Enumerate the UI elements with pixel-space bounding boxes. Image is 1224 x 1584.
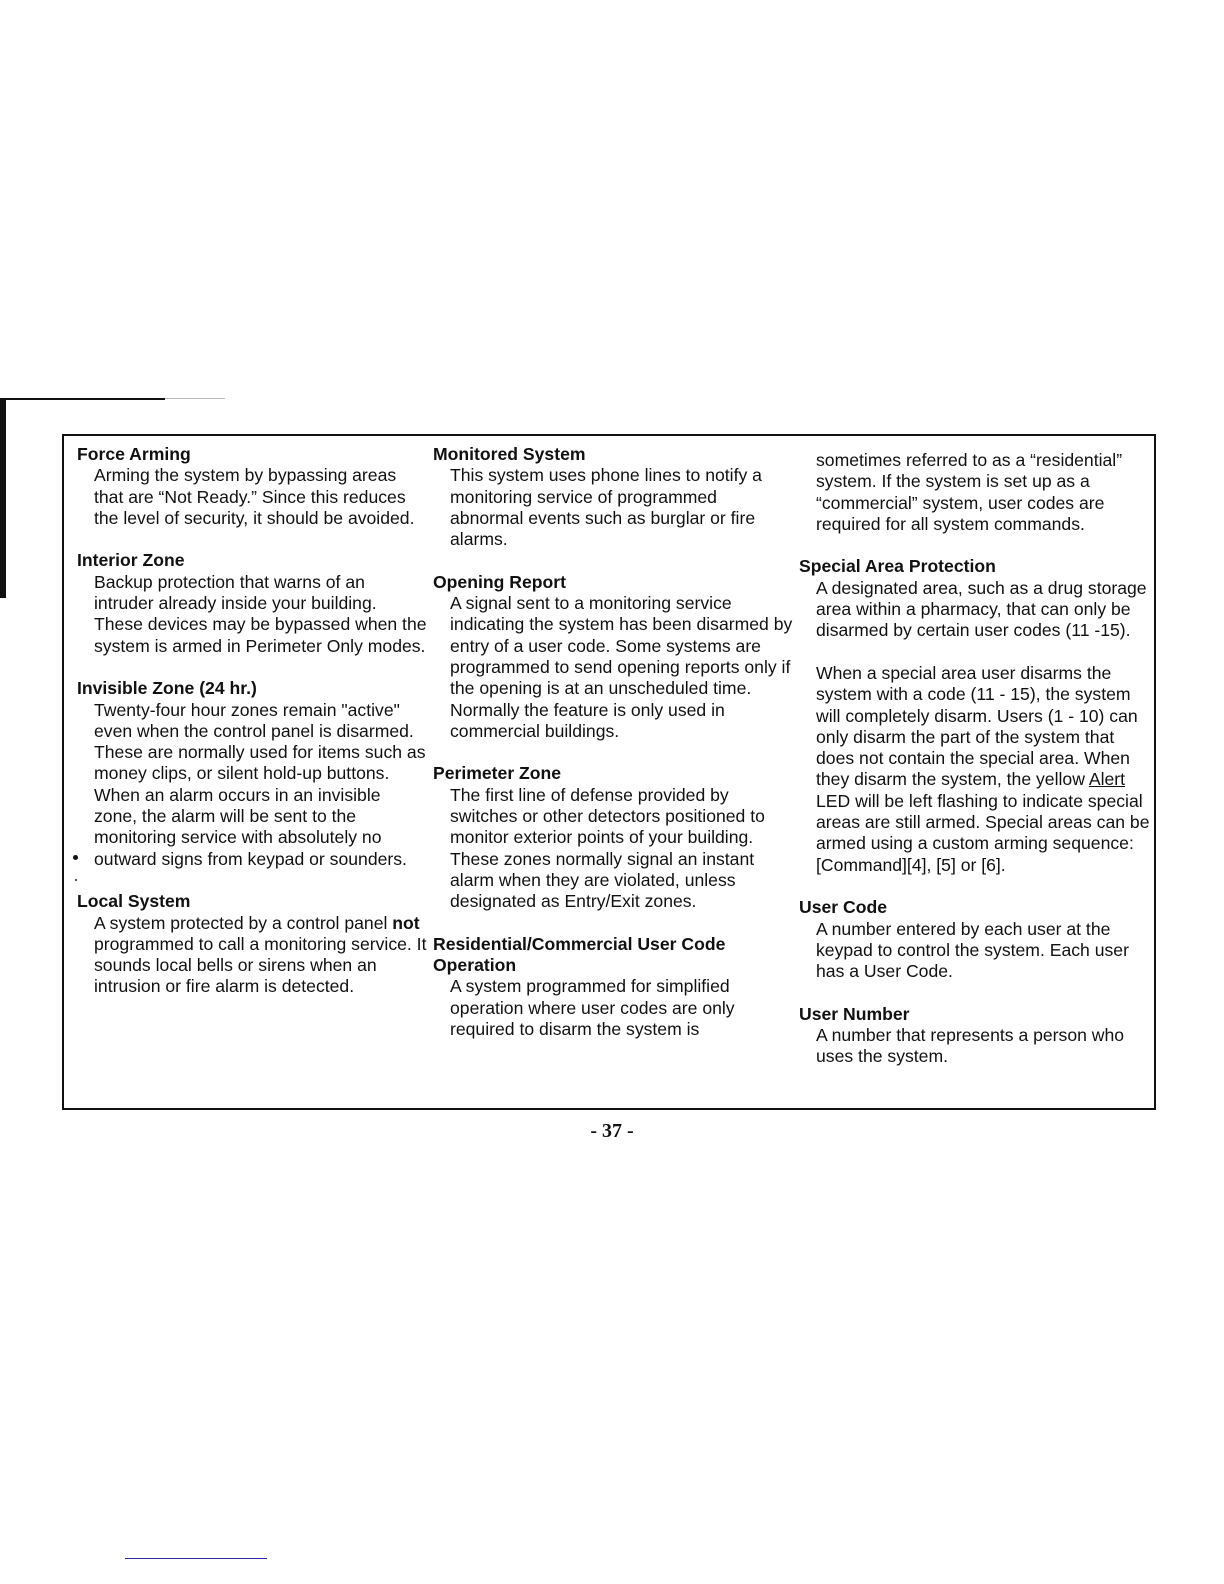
glossary-entry-perimeter-zone bbox=[433, 763, 793, 912]
glossary-term: Invisible Zone (24 hr.) bbox=[77, 678, 257, 699]
glossary-term: Monitored System bbox=[433, 444, 586, 464]
glossary-term: Opening Report bbox=[433, 571, 566, 592]
glossary-definition: A number entered by each user at the keypad to control the system. Each user has a User Code. bbox=[816, 918, 1129, 982]
glossary-entry-residential-commercial bbox=[433, 934, 793, 1040]
glossary-term: Perimeter Zone bbox=[433, 763, 562, 784]
definition-emphasis: not bbox=[392, 912, 420, 933]
glossary-definition: A number that represents a person who uses the system. bbox=[816, 1025, 1125, 1067]
definition-text: When a special area user disarms the system with a code (11 - 15), the system will completely disarm. Users (1 - 10) can only disarm the part of the system that does not contain the special area. When they disarm the system, the yellow bbox=[816, 662, 1138, 790]
definition-text: LED will be left flashing to indicate special areas are still armed. Special areas can be armed using a custom arming sequence: [Command][4], [5] or [6]. bbox=[816, 790, 1150, 875]
page-corner-line bbox=[0, 398, 165, 400]
glossary-column-3 bbox=[799, 450, 1151, 1068]
glossary-definition-paragraph bbox=[799, 663, 1151, 876]
glossary-entry-local-system bbox=[77, 891, 427, 997]
page-corner-line-fade bbox=[165, 398, 225, 399]
glossary-term: User Code bbox=[799, 897, 887, 918]
glossary-definition: A designated area, such as a drug storage area within a pharmacy, that can only be disarmed by certain user codes (11 -15). bbox=[816, 577, 1147, 641]
glossary-term: Special Area Protection bbox=[799, 556, 996, 577]
glossary-definition-continuation: sometimes referred to as a “residential” system. If the system is set up as a “commercial” system, user codes are required for all system commands. bbox=[816, 450, 1123, 534]
definition-text: A system protected by a control panel bbox=[94, 912, 393, 933]
bottom-rule bbox=[125, 1558, 267, 1559]
definition-text: programmed to call a monitoring service. It sounds local bells or sirens when an intrusion or fire alarm is detected. bbox=[94, 933, 427, 997]
glossary-definition: The first line of defense provided by switches or other detectors positioned to monitor exterior points of your building. These zones normally signal an instant alarm when they are violated, unless designated as Entry/Exit zones. bbox=[450, 784, 765, 912]
glossary-panel bbox=[62, 434, 1156, 1110]
glossary-entry-monitored-system bbox=[433, 444, 793, 550]
glossary-entry-opening-report bbox=[433, 572, 793, 742]
glossary-entry-interior-zone bbox=[77, 550, 427, 656]
glossary-entry-invisible-zone bbox=[77, 678, 427, 870]
glossary-definition: A system programmed for simplified operation where user codes are only required to disarm the system is bbox=[450, 976, 735, 1040]
glossary-column-2 bbox=[433, 444, 793, 1062]
glossary-entry-force-arming bbox=[77, 444, 427, 529]
glossary-term: Interior Zone bbox=[77, 550, 185, 571]
glossary-entry-user-code bbox=[799, 897, 1151, 982]
glossary-entry-user-number bbox=[799, 1004, 1151, 1068]
scan-speck bbox=[73, 855, 78, 860]
glossary-definition bbox=[77, 913, 427, 998]
glossary-term: Local System bbox=[77, 891, 191, 912]
page-number: - 37 - bbox=[590, 1120, 634, 1142]
glossary-definition: A signal sent to a monitoring service indicating the system has been disarmed by entry of a user code. Some systems are programmed to send opening reports only if the opening is at an unscheduled time. Normally the feature is only used in commercial buildings. bbox=[450, 593, 793, 741]
glossary-column-1 bbox=[77, 444, 427, 1019]
scan-speck bbox=[75, 879, 77, 881]
glossary-term: User Number bbox=[799, 1003, 910, 1024]
glossary-definition: Backup protection that warns of an intruder already inside your building. These devices may be bypassed when the system is armed in Perimeter Only modes. bbox=[94, 571, 427, 656]
glossary-definition: Twenty-four hour zones remain "active" even when the control panel is disarmed. These are normally used for items such as money clips, or silent hold-up buttons. When an alarm occurs in an invisible zone, the alarm will be sent to the monitoring service with absolutely no outward signs from keypad or sounders. bbox=[94, 699, 426, 869]
glossary-term: Residential/Commercial User Code Operation bbox=[433, 933, 726, 976]
page-corner-mark bbox=[0, 398, 6, 598]
glossary-definition: Arming the system by bypassing areas that are “Not Ready.” Since this reduces the level of security, it should be avoided. bbox=[94, 465, 415, 528]
glossary-term: Force Arming bbox=[77, 444, 191, 464]
glossary-definition: This system uses phone lines to notify a monitoring service of programmed abnormal events such as burglar or fire alarms. bbox=[450, 465, 762, 550]
glossary-entry-special-area-protection bbox=[799, 556, 1151, 875]
alert-led-label: Alert bbox=[1088, 769, 1126, 790]
